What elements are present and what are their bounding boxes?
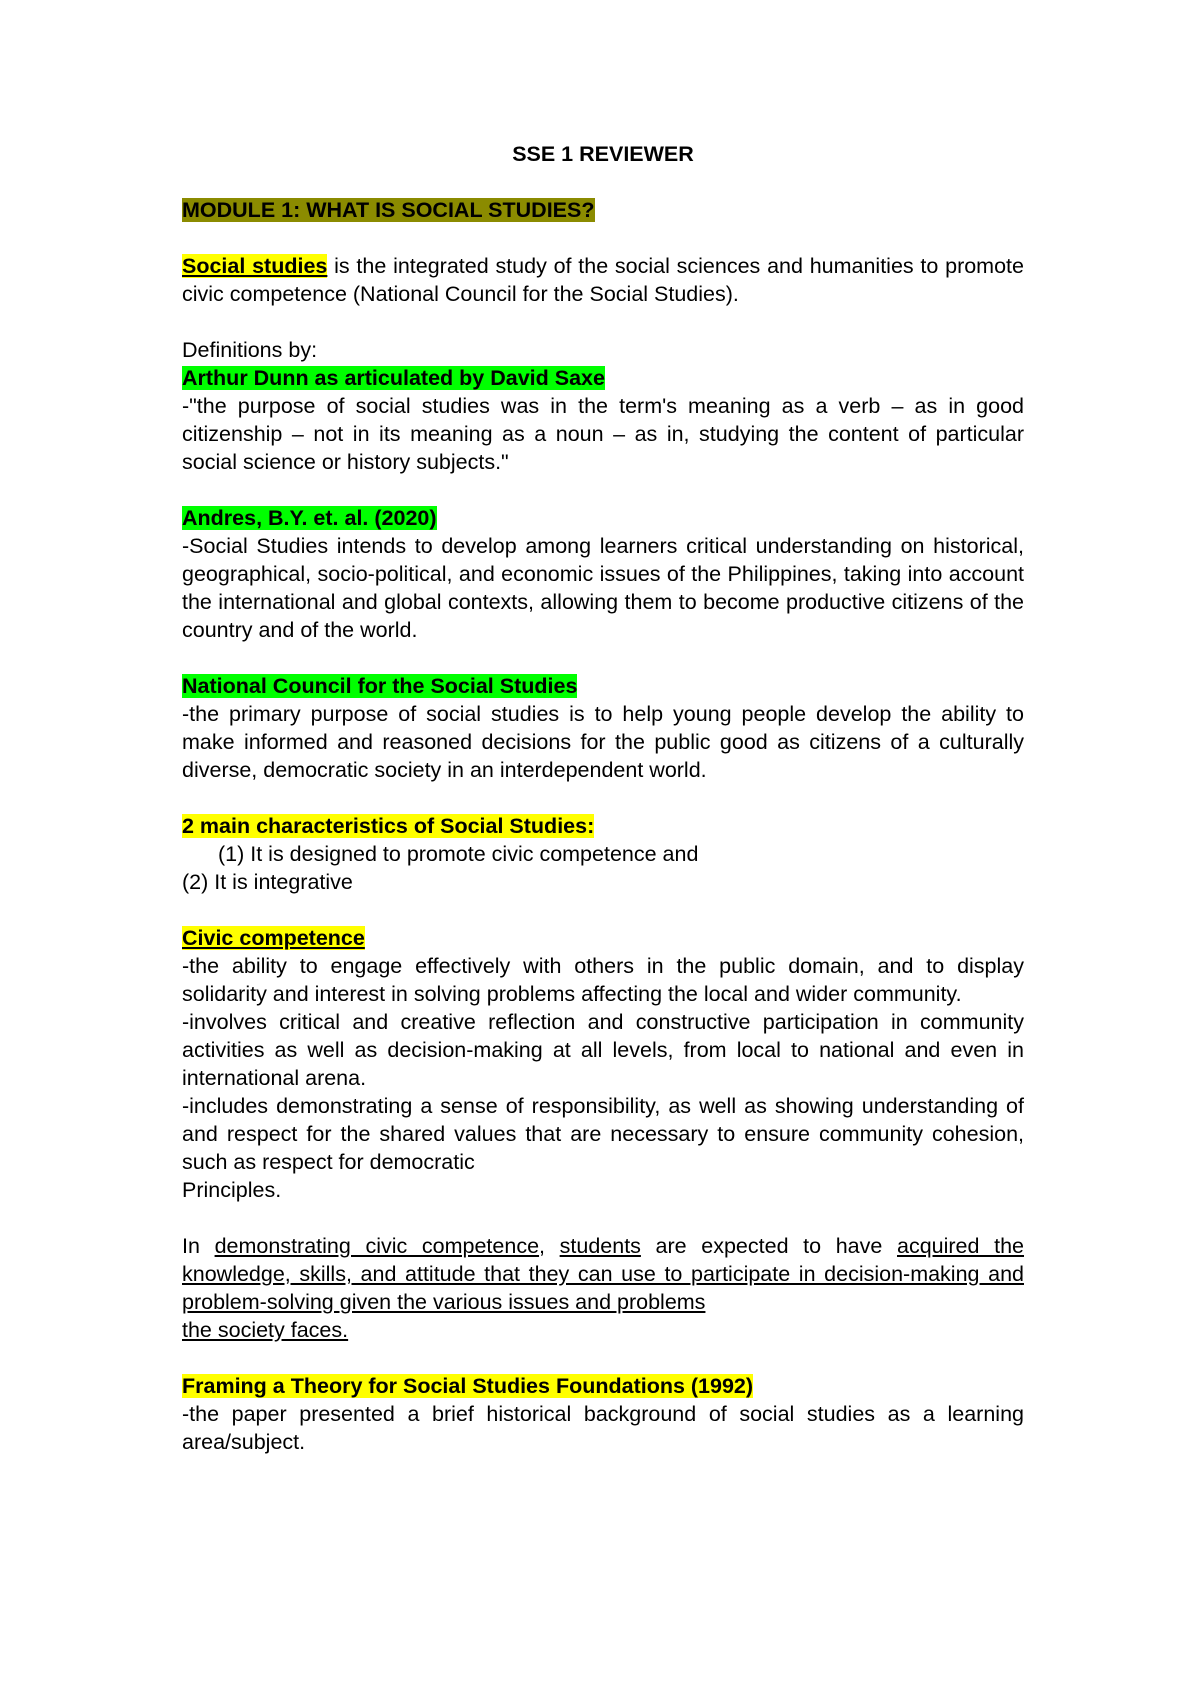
module-heading-line (182, 196, 1024, 224)
demonstrating-paragraph (182, 1232, 1024, 1316)
def3-heading-line (182, 672, 1024, 700)
framing-text: -the paper presented a brief historical background of social studies as a learning area/subject. (182, 1402, 1024, 1454)
def2-heading: Andres, B.Y. et. al. (2020) (182, 506, 437, 530)
civic-p2: -involves critical and creative reflection and constructive participation in community activities as well as decision-making at all levels, from local to national and even in international arena. (182, 1010, 1024, 1090)
intro-text: is the integrated study of the social sciences and humanities to promote civic competence (National Council for the Social Studies). (182, 254, 1024, 306)
document-page (182, 140, 1024, 1456)
intro-paragraph (182, 252, 1024, 308)
demo-w7: the society faces. (182, 1318, 349, 1342)
demo-w5: are expected to have (640, 1234, 897, 1258)
framing-heading-line (182, 1372, 1024, 1400)
civic-p3: -includes demonstrating a sense of responsibility, as well as showing understanding of and respect for the shared values that are necessary to ensure community cohesion, such as respect for democratic (182, 1094, 1024, 1174)
intro-term: Social studies (182, 254, 328, 278)
def1-heading: Arthur Dunn as articulated by David Saxe (182, 366, 605, 390)
characteristics-item-2: (2) It is integrative (182, 870, 353, 894)
def2-text: -Social Studies intends to develop among learners critical understanding on historical, geographical, socio-political, and economic issues of the Philippines, taking into account the international and global contexts, allowing them to become productive citizens of the country and of the world. (182, 534, 1024, 642)
civic-heading-line (182, 924, 1024, 952)
framing-heading: Framing a Theory for Social Studies Foundations (1992) (182, 1374, 754, 1398)
demo-w1: In (182, 1234, 215, 1258)
civic-p3b: Principles. (182, 1178, 282, 1202)
def3-text: -the primary purpose of social studies is to help young people develop the ability to make informed and reasoned decisions for the public good as citizens of a culturally diverse, democratic society in an interdependent world. (182, 702, 1024, 782)
document-title: SSE 1 REVIEWER (512, 142, 694, 166)
def1-text: -"the purpose of social studies was in the term's meaning as a verb – as in good citizenship – not in its meaning as a noun – as in, studying the content of particular social science or history subjects." (182, 394, 1024, 474)
characteristics-item-1: (1) It is designed to promote civic competence and (218, 842, 699, 866)
civic-heading: Civic competence (182, 926, 365, 950)
def3-heading: National Council for the Social Studies (182, 674, 578, 698)
def2-heading-line (182, 504, 1024, 532)
characteristics-heading: 2 main characteristics of Social Studies: (182, 814, 595, 838)
demo-w2: demonstrating civic competence (214, 1234, 540, 1258)
demonstrating-tail (182, 1316, 1024, 1344)
characteristics-heading-line (182, 812, 1024, 840)
def1-heading-line (182, 364, 1024, 392)
definitions-label: Definitions by: (182, 338, 318, 362)
demo-w4: students (559, 1234, 641, 1258)
demo-w6: acquired the knowledge, skills, and attitude that they can use to participate in decision-making and problem-solving given the various issues and problems (182, 1234, 1024, 1314)
module-heading: MODULE 1: WHAT IS SOCIAL STUDIES? (182, 198, 595, 222)
demo-w3: , (539, 1234, 560, 1258)
civic-p1: -the ability to engage effectively with others in the public domain, and to display solidarity and interest in solving problems affecting the local and wider community. (182, 954, 1024, 1006)
